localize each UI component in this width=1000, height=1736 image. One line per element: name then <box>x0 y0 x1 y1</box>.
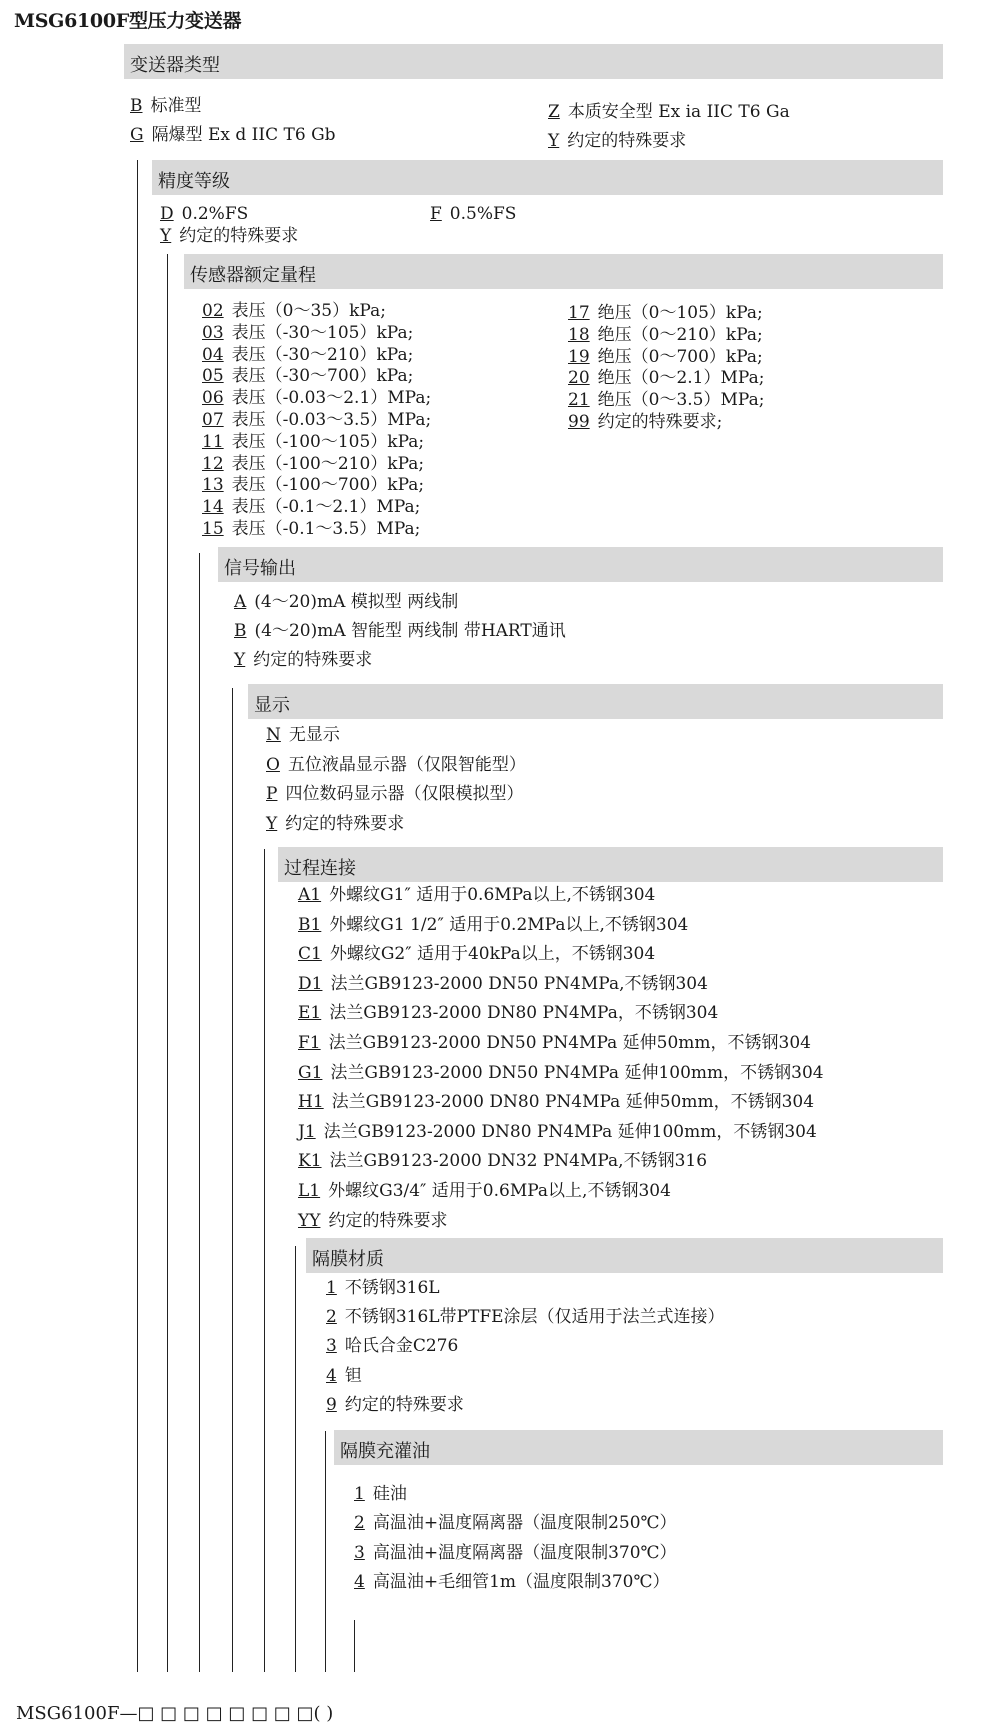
option-code: 1 <box>354 1484 365 1504</box>
option-code: 3 <box>326 1336 337 1357</box>
option-code: 18 <box>568 324 590 345</box>
range-option <box>568 346 763 368</box>
section-display-label: 显示 <box>254 695 290 716</box>
section-signal-header <box>218 547 943 582</box>
diaphragm-option <box>326 1335 458 1357</box>
option-text: (4～20)mA 智能型 两线制 带HART通讯 <box>254 621 566 641</box>
option-code: 2 <box>354 1513 365 1534</box>
option-code: 05 <box>202 366 224 387</box>
option-text: 法兰GB9123-2000 DN50 PN4MPa 延伸50mm，不锈钢304 <box>328 1033 811 1053</box>
option-text: 表压（-100～700）kPa; <box>231 475 425 496</box>
option-text: 外螺纹G1 1/2″ 适用于0.2MPa以上,不锈钢304 <box>329 914 689 935</box>
type-option <box>548 130 686 152</box>
range-option <box>202 496 420 518</box>
option-text: 0.5%FS <box>449 204 517 224</box>
option-text: 法兰GB9123-2000 DN80 PN4MPa，不锈钢304 <box>329 1003 719 1024</box>
option-code: D1 <box>298 973 323 994</box>
range-option <box>568 302 763 324</box>
connector-line <box>325 1431 326 1672</box>
option-code: YY <box>298 1210 321 1231</box>
connector-line <box>295 1246 296 1672</box>
accuracy-option <box>430 203 516 225</box>
connection-option <box>298 1121 817 1143</box>
option-text: 约定的特殊要求; <box>597 412 723 432</box>
section-type-label: 变送器类型 <box>130 55 220 76</box>
option-text: 表压（-0.03～2.1）MPa; <box>231 388 432 409</box>
page-title: MSG6100F型压力变送器 <box>14 10 242 32</box>
option-text: 不锈钢316L带PTFE涂层（仅适用于法兰式连接） <box>344 1307 725 1328</box>
section-range-header <box>184 254 943 289</box>
option-code: 12 <box>202 453 224 474</box>
type-option <box>130 124 336 146</box>
option-code: Y <box>160 226 172 246</box>
option-text: 钽 <box>344 1365 362 1386</box>
connection-option <box>298 1091 814 1113</box>
option-code: 13 <box>202 475 224 496</box>
range-option <box>568 367 764 389</box>
connection-option <box>298 884 655 906</box>
option-code: G <box>130 125 144 145</box>
option-code: 99 <box>568 412 590 432</box>
option-text: 绝压（0～210）kPa; <box>597 324 763 345</box>
option-code: N <box>266 725 281 745</box>
section-accuracy-header <box>152 160 943 195</box>
range-option <box>202 474 424 496</box>
fill-option <box>354 1571 669 1593</box>
option-text: 表压（-100～210）kPa; <box>231 453 425 474</box>
option-code: 07 <box>202 410 224 430</box>
option-text: 标准型 <box>150 96 202 116</box>
range-option <box>202 518 420 540</box>
option-text: 约定的特殊要求 <box>344 1394 464 1415</box>
range-option <box>568 411 722 433</box>
option-code: 3 <box>354 1542 365 1563</box>
option-code: 20 <box>568 368 590 389</box>
connector-line <box>354 1620 355 1672</box>
option-text: 表压（-0.1～2.1）MPa; <box>231 497 421 518</box>
section-diaphragm-header <box>306 1238 943 1273</box>
option-code: J1 <box>298 1121 316 1142</box>
connector-line <box>264 849 265 1672</box>
option-code: 4 <box>354 1571 365 1592</box>
accuracy-option <box>160 203 248 225</box>
option-text: 约定的特殊要求 <box>253 650 373 670</box>
section-type-header <box>124 44 943 79</box>
option-code: Z <box>548 102 560 122</box>
option-code: P <box>266 784 278 804</box>
connection-option <box>298 1062 824 1084</box>
option-text: 高温油+温度隔离器（温度限制370℃） <box>372 1542 677 1563</box>
range-option <box>202 322 413 344</box>
display-option <box>266 754 526 776</box>
option-code: K1 <box>298 1151 322 1172</box>
option-text: 约定的特殊要求 <box>328 1210 448 1231</box>
option-code: F <box>430 204 442 224</box>
option-code: 2 <box>326 1307 337 1328</box>
option-code: F1 <box>298 1033 321 1053</box>
option-code: B1 <box>298 914 322 935</box>
option-text: 外螺纹G1″ 适用于0.6MPa以上,不锈钢304 <box>329 885 656 905</box>
diaphragm-option <box>326 1306 725 1328</box>
connector-line <box>137 160 138 1672</box>
connector-line <box>199 553 200 1672</box>
option-code: 11 <box>202 431 224 452</box>
option-text: 表压（-100～105）kPa; <box>231 431 425 452</box>
option-code: E1 <box>298 1003 322 1024</box>
section-diaphragm-label: 隔膜材质 <box>312 1249 384 1270</box>
option-code: 14 <box>202 497 224 518</box>
option-code: B <box>130 96 143 116</box>
option-code: B <box>234 621 247 641</box>
connection-option <box>298 1180 671 1202</box>
signal-option <box>234 591 458 613</box>
connection-option <box>298 943 655 965</box>
option-text: 隔爆型 Ex d IIC T6 Gb <box>151 125 336 145</box>
range-option <box>202 431 424 453</box>
option-text: 约定的特殊要求 <box>285 813 405 834</box>
connection-option <box>298 1210 447 1232</box>
option-text: 表压（0～35）kPa; <box>231 301 386 321</box>
option-text: 法兰GB9123-2000 DN80 PN4MPa 延伸100mm，不锈钢304 <box>323 1121 817 1142</box>
signal-option <box>234 649 372 671</box>
option-text: 法兰GB9123-2000 DN50 PN4MPa,不锈钢304 <box>330 973 708 994</box>
option-text: 硅油 <box>372 1484 407 1504</box>
option-code: 06 <box>202 388 224 409</box>
option-text: 外螺纹G3/4″ 适用于0.6MPa以上,不锈钢304 <box>328 1181 671 1201</box>
option-code: 02 <box>202 301 224 321</box>
option-code: D <box>160 204 174 224</box>
display-option <box>266 783 523 805</box>
range-option <box>568 389 764 411</box>
section-signal-label: 信号输出 <box>224 558 296 579</box>
option-code: Y <box>266 813 278 834</box>
display-option <box>266 813 404 835</box>
option-code: 17 <box>568 303 590 323</box>
fill-option <box>354 1512 677 1534</box>
range-option <box>202 387 431 409</box>
range-option <box>202 453 424 475</box>
option-code: C1 <box>298 944 322 965</box>
range-option <box>568 324 763 346</box>
connection-option <box>298 1002 718 1024</box>
option-code: Y <box>548 131 560 151</box>
section-accuracy-label: 精度等级 <box>158 171 230 192</box>
connection-option <box>298 973 708 995</box>
option-text: 绝压（0～2.1）MPa; <box>597 368 765 389</box>
option-text: 绝压（0～3.5）MPa; <box>597 390 765 411</box>
option-text: 约定的特殊要求 <box>179 226 299 246</box>
option-text: 法兰GB9123-2000 DN50 PN4MPa 延伸100mm，不锈钢304 <box>330 1062 824 1083</box>
option-text: 高温油+温度隔离器（温度限制250℃） <box>372 1513 677 1534</box>
section-display-header <box>248 684 943 719</box>
section-fill-header <box>334 1430 943 1465</box>
option-text: 五位液晶显示器（仅限智能型） <box>287 754 526 775</box>
connection-option <box>298 1150 707 1172</box>
option-code: Y <box>234 650 246 670</box>
option-code: O <box>266 754 280 775</box>
option-code: 15 <box>202 519 224 539</box>
option-text: 本质安全型 Ex ia IIC T6 Ga <box>567 102 790 122</box>
diaphragm-option <box>326 1277 440 1299</box>
option-code: G1 <box>298 1062 323 1083</box>
fill-option <box>354 1483 407 1505</box>
type-option <box>548 101 790 123</box>
option-code: L1 <box>298 1181 321 1201</box>
option-text: 约定的特殊要求 <box>567 131 687 151</box>
range-option <box>202 365 413 387</box>
option-text: 不锈钢316L <box>344 1278 440 1298</box>
option-text: 表压（-30～105）kPa; <box>231 322 414 343</box>
option-code: A1 <box>298 885 322 905</box>
option-code: H1 <box>298 1092 324 1113</box>
option-text: 绝压（0～700）kPa; <box>597 346 763 367</box>
connector-line <box>167 254 168 1672</box>
option-text: 外螺纹G2″ 适用于40kPa以上，不锈钢304 <box>329 944 656 965</box>
option-code: 4 <box>326 1365 337 1386</box>
option-text: 法兰GB9123-2000 DN32 PN4MPa,不锈钢316 <box>329 1151 708 1172</box>
section-connection-label: 过程连接 <box>284 858 356 879</box>
option-code: 19 <box>568 346 590 367</box>
option-text: 表压（-30～210）kPa; <box>231 344 414 365</box>
option-text: (4～20)mA 模拟型 两线制 <box>254 592 459 612</box>
option-code: 03 <box>202 322 224 343</box>
diaphragm-option <box>326 1394 464 1416</box>
option-text: 无显示 <box>288 725 340 745</box>
fill-option <box>354 1542 677 1564</box>
accuracy-option <box>160 225 298 247</box>
range-option <box>202 409 431 431</box>
option-text: 哈氏合金C276 <box>344 1336 459 1357</box>
option-text: 四位数码显示器（仅限模拟型） <box>285 784 524 804</box>
option-text: 表压（-0.1～3.5）MPa; <box>231 519 421 539</box>
section-range-label: 传感器额定量程 <box>190 265 316 286</box>
option-code: 04 <box>202 344 224 365</box>
range-option <box>202 344 413 366</box>
connection-option <box>298 914 688 936</box>
option-text: 表压（-0.03～3.5）MPa; <box>231 410 432 430</box>
option-text: 法兰GB9123-2000 DN80 PN4MPa 延伸50mm，不锈钢304 <box>331 1092 815 1113</box>
option-text: 高温油+毛细管1m（温度限制370℃） <box>372 1571 670 1592</box>
option-text: 表压（-30～700）kPa; <box>231 366 414 387</box>
section-connection-header <box>278 847 943 882</box>
connector-line <box>232 688 233 1672</box>
option-text: 0.2%FS <box>181 204 249 224</box>
signal-option <box>234 620 566 642</box>
option-code: 1 <box>326 1278 337 1298</box>
display-option <box>266 724 340 746</box>
section-fill-label: 隔膜充灌油 <box>340 1441 430 1462</box>
option-code: 9 <box>326 1394 337 1415</box>
option-code: A <box>234 592 247 612</box>
option-code: 21 <box>568 390 590 411</box>
connection-option <box>298 1032 811 1054</box>
model-code-template: MSG6100F—□ □ □ □ □ □ □ □( ) <box>16 1703 334 1724</box>
range-option <box>202 300 386 322</box>
diaphragm-option <box>326 1365 362 1387</box>
option-text: 绝压（0～105）kPa; <box>597 303 763 323</box>
type-option <box>130 95 202 117</box>
